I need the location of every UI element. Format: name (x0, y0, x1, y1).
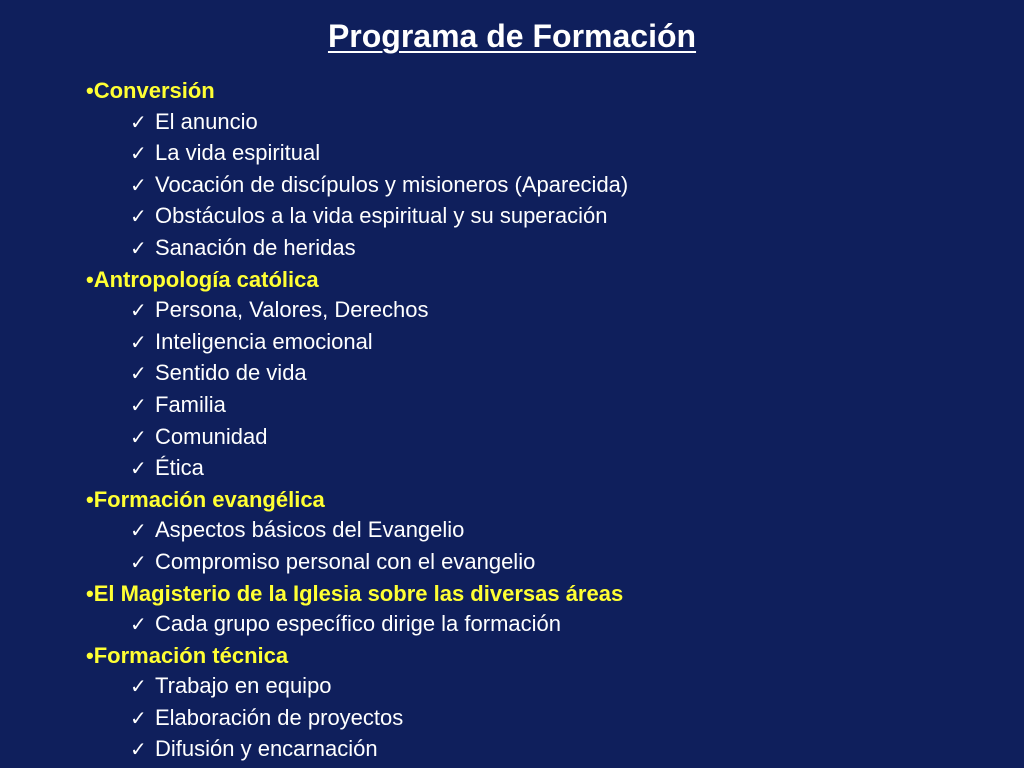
list-item (130, 138, 1006, 170)
checkmark-icon: ✓ (130, 394, 147, 417)
section-heading (86, 265, 1006, 296)
checkmark-icon: ✓ (130, 739, 147, 762)
checkmark-icon: ✓ (130, 520, 147, 543)
list-item (130, 609, 1006, 641)
section-label: Conversión (93, 78, 215, 103)
checkmark-icon: ✓ (130, 676, 147, 699)
section-items (86, 609, 1006, 641)
list-item-text: Cada grupo específico dirige la formación (155, 611, 562, 637)
slide-title (0, 14, 1024, 58)
list-item-text: La vida espiritual (155, 140, 321, 166)
slide-title-text: Programa de Formación (327, 18, 697, 54)
list-item-text: Elaboración de proyectos (155, 704, 404, 730)
section-items (86, 295, 1006, 485)
list-item-text: Inteligencia emocional (155, 328, 373, 354)
bullet-icon: • (86, 642, 94, 668)
checkmark-icon: ✓ (130, 237, 147, 260)
checkmark-icon: ✓ (130, 363, 147, 386)
list-item (130, 327, 1006, 359)
list-item (130, 201, 1006, 233)
list-item-text: Aspectos básicos del Evangelio (155, 517, 465, 543)
section-label: Formación técnica (93, 642, 289, 668)
section (86, 485, 1006, 579)
checkmark-icon: ✓ (130, 206, 147, 229)
list-item (130, 453, 1006, 485)
section (86, 641, 1006, 766)
bullet-icon: • (86, 580, 94, 606)
bullet-icon: • (86, 78, 94, 103)
section-heading (86, 641, 1006, 672)
checkmark-icon: ✓ (130, 174, 147, 197)
section (86, 76, 1006, 265)
checkmark-icon: ✓ (130, 551, 147, 574)
list-item-text: Trabajo en equipo (155, 673, 332, 699)
section-label: Antropología católica (93, 266, 319, 292)
list-item (130, 390, 1006, 422)
list-item (130, 703, 1006, 735)
section-heading (86, 485, 1006, 516)
program-outline (86, 76, 1006, 766)
list-item (130, 515, 1006, 547)
checkmark-icon: ✓ (130, 300, 147, 323)
list-item-text: Obstáculos a la vida espiritual y su superación (155, 203, 608, 229)
list-item-text: El anuncio (155, 108, 258, 134)
section-label: El Magisterio de la Iglesia sobre las diversas áreas (93, 580, 624, 606)
section-items (86, 107, 1006, 265)
list-item (130, 170, 1006, 202)
list-item (130, 233, 1006, 265)
bullet-icon: • (86, 486, 94, 512)
section-heading (86, 76, 1006, 107)
list-item (130, 547, 1006, 579)
list-item-text: Difusión y encarnación (155, 736, 378, 762)
checkmark-icon: ✓ (130, 458, 147, 481)
list-item-text: Compromiso personal con el evangelio (155, 548, 536, 574)
list-item-text: Ética (155, 455, 204, 481)
list-item-text: Familia (155, 391, 226, 417)
list-item-text: Persona, Valores, Derechos (155, 297, 429, 323)
checkmark-icon: ✓ (130, 614, 147, 637)
list-item-text: Vocación de discípulos y misioneros (Aparecida) (155, 171, 629, 197)
section-heading (86, 579, 1006, 610)
checkmark-icon: ✓ (130, 143, 147, 166)
list-item (130, 358, 1006, 390)
section-items (86, 671, 1006, 766)
checkmark-icon: ✓ (130, 707, 147, 730)
checkmark-icon: ✓ (130, 111, 147, 134)
checkmark-icon: ✓ (130, 426, 147, 449)
list-item (130, 295, 1006, 327)
checkmark-icon: ✓ (130, 331, 147, 354)
list-item (130, 107, 1006, 139)
section-items (86, 515, 1006, 578)
section-label: Formación evangélica (93, 486, 325, 512)
bullet-icon: • (86, 266, 94, 292)
list-item (130, 671, 1006, 703)
list-item-text: Sanación de heridas (155, 234, 356, 260)
list-item (130, 422, 1006, 454)
list-item-text: Comunidad (155, 423, 268, 449)
list-item (130, 734, 1006, 766)
list-item-text: Sentido de vida (155, 360, 307, 386)
section (86, 579, 1006, 641)
section (86, 265, 1006, 485)
